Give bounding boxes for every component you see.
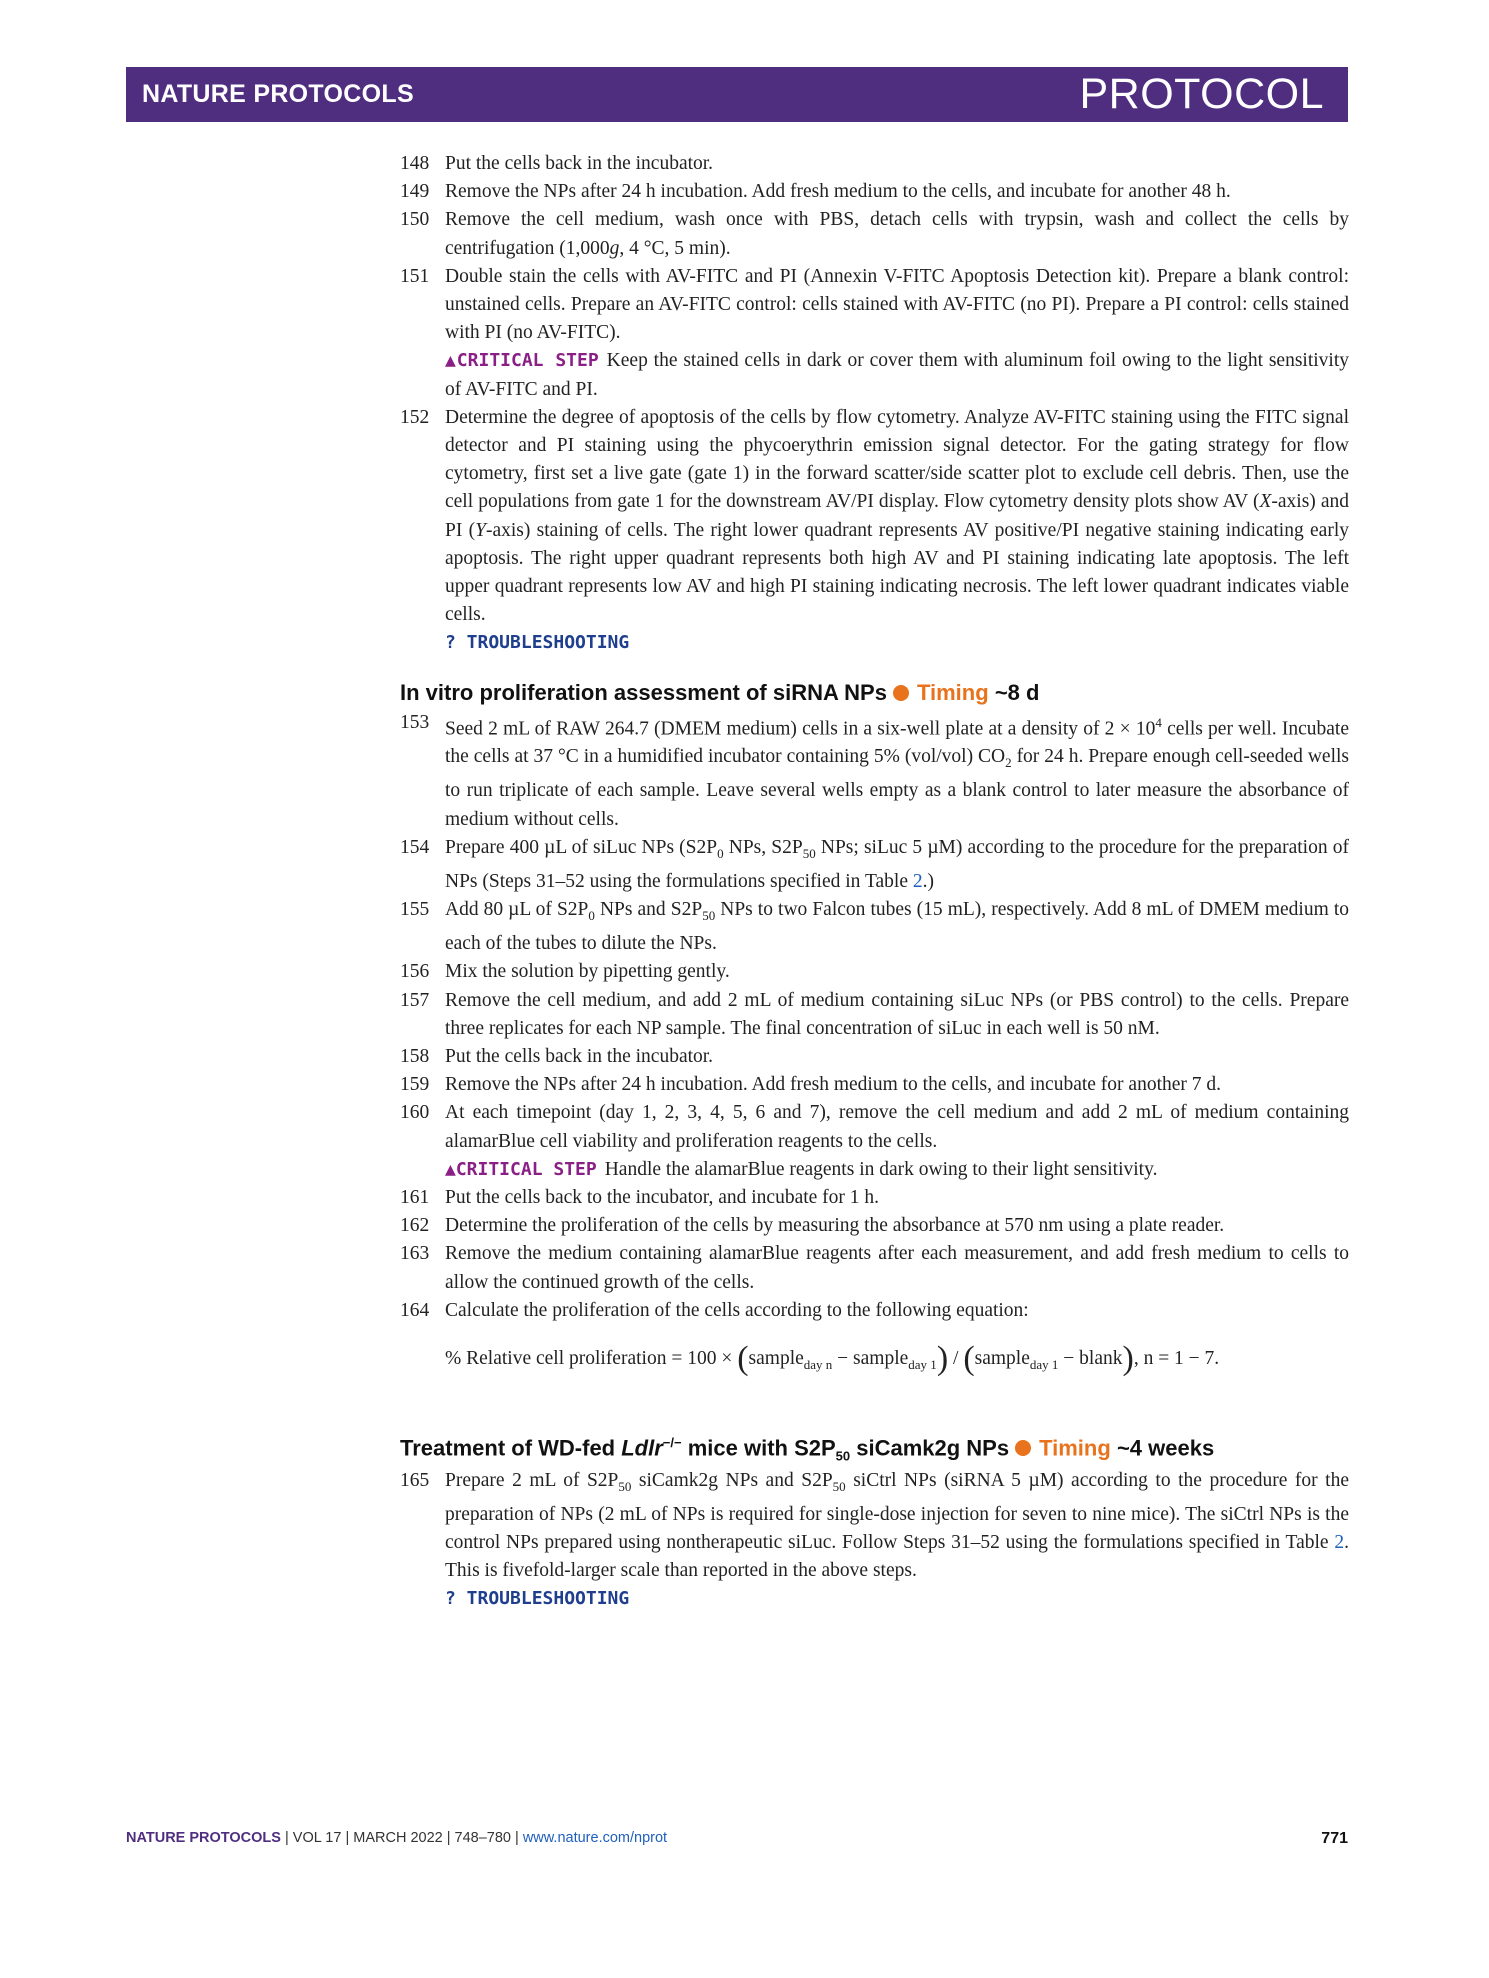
table-link[interactable]: 2 xyxy=(912,870,923,892)
step-number: 157 xyxy=(400,989,430,1011)
superscript: −/− xyxy=(662,1434,682,1450)
step-text: At each timepoint (day 1, 2, 3, 4, 5, 6 and 7), remove the cell medium and add 2 mL of medium containing alamarBlue cell viability and proliferation reagents to the cells. xyxy=(445,1102,1349,1152)
step-text: Remove the medium containing alamarBlue reagents after each measurement, and add fresh medium to cells to allow the continued growth of the cells. xyxy=(445,1243,1349,1293)
step-162 xyxy=(400,1212,1349,1240)
axis-x: X xyxy=(1259,491,1272,513)
subscript: 50 xyxy=(832,1478,846,1494)
step-text: Seed 2 mL of RAW 264.7 (DMEM medium) cells in a six-well plate at a density of 2 × 10 xyxy=(445,718,1156,740)
subscript: 2 xyxy=(1005,755,1012,771)
step-text: Remove the cell medium, and add 2 mL of medium containing siLuc NPs (or PBS control) to the cells. Prepare three replicates for each NP sample. The final concentration of siLuc in each well is 50 nM. xyxy=(445,989,1349,1039)
timing-value: ~4 weeks xyxy=(1116,1435,1215,1461)
step-text: Put the cells back in the incubator. xyxy=(445,153,714,174)
gene-name: Ldlr xyxy=(621,1435,663,1461)
eq-sample: sample xyxy=(974,1348,1030,1370)
step-152 xyxy=(400,404,1349,658)
footer-journal: NATURE PROTOCOLS xyxy=(126,1830,281,1846)
gravity-unit: g xyxy=(609,237,620,259)
step-number: 154 xyxy=(400,836,430,858)
step-number: 155 xyxy=(400,899,430,921)
timing-label: Timing xyxy=(1039,1435,1111,1461)
step-number: 148 xyxy=(400,153,430,174)
eq-subscript: day 1 xyxy=(1029,1356,1059,1372)
step-number: 158 xyxy=(400,1046,430,1068)
section-heading-proliferation xyxy=(400,680,1349,706)
paren-open: ( xyxy=(963,1340,975,1378)
step-number: 151 xyxy=(400,265,430,287)
eq-tail: , n = 1 − 7. xyxy=(1133,1348,1220,1370)
step-text: Determine the degree of apoptosis of the cells by flow cytometry. Analyze AV-FITC staining using the FITC signal detector and PI staining using the phycoerythrin emission signal detector. For the gating strategy for flow cytometry, first set a live gate (gate 1) in the forward scatter/side scatter plot to exclude cell debris. Then, use the cell populations from gate 1 for the downstream AV/PI display. Flow cytometry density plots show AV ( xyxy=(445,406,1349,513)
subscript: 0 xyxy=(588,908,595,924)
step-153 xyxy=(400,709,1349,834)
step-text: siCamk2g NPs and S2P xyxy=(631,1469,833,1491)
paren-close: ) xyxy=(1122,1340,1134,1378)
step-text: NPs; siLuc 5 µM) according to the procedure for the preparation of NPs (Steps 31–52 using the formulations specified in Table xyxy=(445,836,1349,892)
paren-close: ) xyxy=(936,1340,949,1378)
step-text: Prepare 2 mL of S2P xyxy=(445,1469,619,1491)
footer-date: MARCH 2022 xyxy=(353,1830,443,1846)
step-text: Remove the NPs after 24 h incubation. Add fresh medium to the cells, and incubate for another 48 h. xyxy=(445,181,1231,203)
step-text: , 4 °C, 5 min). xyxy=(619,237,731,259)
step-number: 159 xyxy=(400,1074,430,1096)
axis-y: Y xyxy=(475,519,486,541)
section-heading-treatment xyxy=(400,1435,1349,1464)
critical-step-note xyxy=(445,1156,1349,1184)
timing-dot-icon xyxy=(1015,1440,1031,1456)
step-text: Remove the cell medium, wash once with PBS, detach cells with trypsin, wash and collect the cells by centrifugation (1,000 xyxy=(445,209,1349,259)
journal-header-bar xyxy=(126,67,1348,122)
step-159 xyxy=(400,1071,1349,1099)
step-number: 165 xyxy=(400,1469,430,1491)
step-number: 161 xyxy=(400,1187,430,1209)
footer-pages: 748–780 xyxy=(454,1830,511,1846)
footer-url[interactable]: www.nature.com/nprot xyxy=(522,1830,668,1846)
step-149 xyxy=(400,178,1349,206)
step-text: Calculate the proliferation of the cells according to the following equation: xyxy=(445,1299,1029,1321)
step-number: 162 xyxy=(400,1215,430,1237)
subscript: 50 xyxy=(802,845,816,861)
step-148 xyxy=(400,150,1349,178)
step-158 xyxy=(400,1043,1349,1071)
step-155 xyxy=(400,896,1349,958)
eq-slash: / xyxy=(948,1348,964,1370)
step-number: 150 xyxy=(400,209,430,231)
step-number: 152 xyxy=(400,406,430,428)
subscript: 50 xyxy=(618,1478,632,1494)
subscript: 50 xyxy=(835,1448,851,1464)
step-text: Put the cells back to the incubator, and incubate for 1 h. xyxy=(445,1187,880,1209)
section-title-part: siCamk2g NPs xyxy=(850,1435,1010,1461)
step-text: for 24 h. Prepare enough cell-seeded wells to run triplicate of each sample. Leave several wells empty as a blank control to later measure the absorbance of medium without cells. xyxy=(445,746,1349,830)
paren-open: ( xyxy=(737,1340,749,1378)
step-text: Prepare 400 µL of siLuc NPs (S2P xyxy=(445,836,718,858)
step-163 xyxy=(400,1240,1349,1296)
step-text: NPs, S2P xyxy=(723,836,803,858)
main-content xyxy=(400,150,1349,1614)
step-text: -axis) and PI ( xyxy=(445,491,1349,541)
step-160 xyxy=(400,1099,1349,1184)
step-165 xyxy=(400,1467,1349,1614)
section-title-part: Treatment of WD-fed xyxy=(400,1435,622,1461)
equation-lhs: % Relative cell proliferation = 100 × xyxy=(445,1348,738,1370)
step-text: .) xyxy=(922,870,934,892)
step-164 xyxy=(400,1297,1349,1325)
step-text: NPs to two Falcon tubes (15 mL), respectively. Add 8 mL of DMEM medium to each of the tubes to dilute the NPs. xyxy=(445,899,1349,955)
section-title: In vitro proliferation assessment of siRNA NPs xyxy=(400,679,887,705)
step-number: 149 xyxy=(400,181,430,203)
step-number: 153 xyxy=(400,711,430,733)
journal-name: NATURE PROTOCOLS xyxy=(142,80,414,108)
critical-step-note xyxy=(445,347,1349,403)
step-text: Remove the NPs after 24 h incubation. Add fresh medium to the cells, and incubate for another 7 d. xyxy=(445,1074,1222,1096)
eq-minus: − xyxy=(832,1348,854,1370)
critical-step-text: Handle the alamarBlue reagents in dark owing to their light sensitivity. xyxy=(604,1158,1158,1180)
step-text: Double stain the cells with AV-FITC and PI (Annexin V-FITC Apoptosis Detection kit). Prepare a blank control: unstained cells. Prepare an AV-FITC control: cells stained with AV-FITC (no PI). Prepare a PI control: cells stained with PI (no AV-FITC). xyxy=(445,265,1349,344)
page-footer: NATURE PROTOCOLS | VOL 17 | MARCH 2022 | 748–780 | www.nature.com/nprot 771 xyxy=(126,1830,1348,1847)
critical-step-text: Keep the stained cells in dark or cover them with aluminum foil owing to the light sensitivity of AV-FITC and PI. xyxy=(445,350,1350,400)
step-number: 163 xyxy=(400,1243,430,1265)
timing-value: ~8 d xyxy=(994,679,1040,705)
eq-blank: blank xyxy=(1079,1348,1123,1370)
step-156 xyxy=(400,958,1349,986)
troubleshooting-link[interactable]: ? TROUBLESHOOTING xyxy=(445,1588,630,1610)
step-154 xyxy=(400,834,1349,896)
step-text: siCtrl NPs (siRNA 5 µM) according to the procedure for the preparation of NPs (2 mL of NPs is required for single-dose injection for seven to nine mice). The siCtrl NPs is the control NPs prepared using nontherapeutic siLuc. Follow Steps 31–52 using the formulations specified in Table xyxy=(445,1469,1349,1553)
eq-sample: sample xyxy=(853,1348,909,1370)
superscript: 4 xyxy=(1155,714,1162,730)
step-text: NPs and S2P xyxy=(594,899,703,921)
step-text: -axis) staining of cells. The right lower quadrant represents AV positive/PI negative staining indicating early apoptosis. The right upper quadrant represents both high AV and PI staining indicating late apoptosis. The left upper quadrant represents low AV and high PI staining indicating necrosis. The left lower quadrant indicates viable cells. xyxy=(445,519,1349,626)
step-157 xyxy=(400,987,1349,1043)
step-161 xyxy=(400,1184,1349,1212)
eq-minus: − xyxy=(1058,1348,1080,1370)
step-151 xyxy=(400,263,1349,404)
proliferation-equation xyxy=(400,1339,1349,1385)
step-number: 164 xyxy=(400,1299,430,1321)
step-text: cells per well. Incubate the cells at 37 °C in a humidified incubator containing 5% (vol/vol) CO xyxy=(445,718,1349,768)
step-text: Determine the proliferation of the cells by measuring the absorbance at 570 nm using a plate reader. xyxy=(445,1215,1225,1237)
subscript: 50 xyxy=(702,908,716,924)
timing-label: Timing xyxy=(916,679,989,705)
step-text: . This is fivefold-larger scale than reported in the above steps. xyxy=(445,1532,1349,1582)
step-number: 156 xyxy=(400,961,430,983)
timing-dot-icon xyxy=(893,685,909,701)
eq-subscript: day n xyxy=(803,1356,833,1372)
article-type: PROTOCOL xyxy=(1079,70,1324,118)
footer-volume: VOL 17 xyxy=(292,1830,342,1846)
step-text: Mix the solution by pipetting gently. xyxy=(445,961,730,983)
step-number: 160 xyxy=(400,1102,430,1124)
step-text: Add 80 µL of S2P xyxy=(445,899,589,921)
table-link[interactable]: 2 xyxy=(1334,1532,1345,1553)
section-title-part: mice with S2P xyxy=(681,1435,836,1461)
page-number: 771 xyxy=(1321,1830,1348,1847)
troubleshooting-link[interactable]: ? TROUBLESHOOTING xyxy=(445,632,630,654)
step-150 xyxy=(400,206,1349,262)
step-text: Put the cells back in the incubator. xyxy=(445,1046,714,1068)
critical-step-label: ▲CRITICAL STEP xyxy=(445,350,599,372)
subscript: 0 xyxy=(717,845,724,861)
critical-step-label: ▲CRITICAL STEP xyxy=(445,1158,597,1180)
eq-sample: sample xyxy=(748,1348,804,1370)
eq-subscript: day 1 xyxy=(908,1356,937,1372)
